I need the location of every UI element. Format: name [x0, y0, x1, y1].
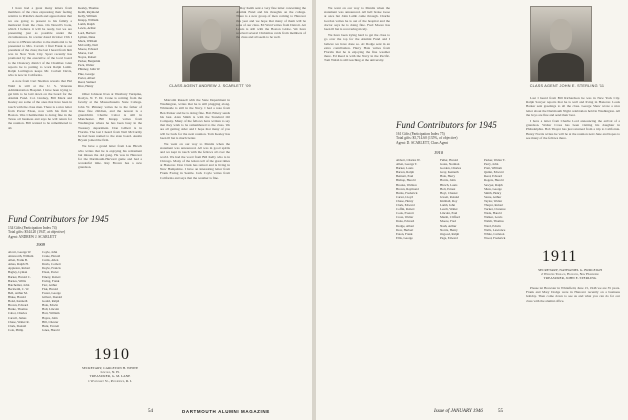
portrait-suit	[538, 53, 584, 81]
contributor-name: Chase, Henry	[396, 198, 414, 203]
contributor-name: Abbott, Charles W.	[396, 158, 421, 162]
contributor-name: Cook, Everett	[396, 211, 414, 216]
fund-heading: Fund Contributors for 1945	[8, 214, 109, 224]
contributor-name: Barnes, Willis	[8, 278, 27, 283]
class-agent-photo	[530, 6, 592, 82]
contributor-name: Ward, Edwin	[484, 223, 501, 228]
contributor-name: Blake, Harold	[8, 295, 26, 300]
contributor-list	[484, 158, 524, 240]
class-officers	[72, 366, 148, 383]
paragraph: I have had a great many letters from members of the class expressing their feeling relative to Prindle's death and appreciation that we are going to present to his family a memorial from the class. On Newell's book, which I believe it will be ready, but we are presenting just as possible under the circumstances. In a letter dated October 15th I wrote to O'Brien relative to the memorial to be presented to Mrs. Carroll. I find Frank is our president of the class; the last I heard from him was in New York City. Sport recently has promoted by the executive of the local board to the Chancery district of the Chamber. Glen reports he is putting to work Ralph Lumb. Ralph Lurlington keeps Mr. Corbett Davis, who is now in California.	[8, 6, 72, 78]
secretary-name: SECRETARY, NATHANIEL G. BURLEIGH	[538, 268, 602, 272]
contributor-name: Jones, Harold	[42, 327, 60, 332]
magazine-name: DARTMOUTH ALUMNI MAGAZINE	[182, 409, 270, 414]
contributor-name: Dow, Herbert	[396, 227, 414, 232]
contributor-name: Bishop, Harold	[396, 178, 416, 183]
fund-agent-line: Agent: D. SCARLETT, Class Agent	[396, 140, 449, 145]
contributor-name: Keeley, Thomas	[78, 6, 99, 10]
contributor-name: Porter, Albert	[78, 75, 96, 80]
contributor-name: Allen, George T.	[396, 162, 418, 167]
contributor-name: Pratt, William	[484, 166, 502, 171]
contributor-name: Lincoln, Paul	[440, 211, 458, 216]
paragraph: We went on our way to Manila when the statement was announced. All was in good spirits and we kept in touch with the fellows all over the world. We had the word from Bill Kelly who is in Chicago. Many of the letters tell of the great times at Hanover. Don Clark has retired and is living in New Hampshire. I have an interesting letter from Frank Ewing in Seattle. Jack Coyle writes from California and says that the weather is fine.	[160, 142, 230, 180]
fund-total-line: Total gifts: $5,714.60 (135%, of objective)	[396, 136, 458, 141]
contributor-name: Hunt, Everett	[42, 323, 60, 328]
contributor-name: Lord, Herbert	[78, 30, 96, 35]
treasurer-address: 1 Waybosset St., Providence, R. I.	[87, 378, 133, 383]
contributor-name: Carter, Lloyd	[396, 194, 414, 199]
paragraph: We went on our way to Manila when the statement was announced. All hell broke loose at once but John Lamb came through. Charlie Gordon writes he is out of the hospital and the doctor says he is doing fine. Fred Moore has been ill but is recovering nicely.	[324, 6, 390, 32]
contributor-name: Wood, Frederick	[484, 235, 506, 240]
contributor-name: Gates, Norman	[440, 162, 460, 167]
contributor-name: Reed, Edward	[484, 174, 503, 179]
contributor-name: Osgood, Ralph	[440, 231, 460, 236]
contributor-name: Hirsch, Louis	[440, 182, 458, 187]
page-number: 55	[498, 409, 503, 414]
contributor-name: Knapp, William	[78, 18, 99, 23]
fund-total-line: Total gifts: $544.20 (1947, at objective)	[8, 230, 66, 235]
contributor-name: Chase, Walter R.	[8, 319, 30, 324]
contributor-name: Brown, Raymond	[396, 186, 419, 191]
contributor-name: Davis, Corbett	[42, 262, 61, 267]
contributor-name: Hale, Harry	[440, 174, 456, 179]
contributor-name: Clark, Donald	[8, 323, 27, 328]
paragraph: I have a letter from Charlie Lord announcing the arrival of a grandson. Walter Cross has been visiting his daughter in Philadelphia. Bob Thayer has just returned from a trip to California. Henry Norris writes he will be at the reunion next June and hopes to see many of the fellows there.	[526, 119, 620, 140]
fund-details	[8, 226, 72, 239]
contributor-name: Barker, Harold C.	[8, 274, 31, 279]
class-year-heading: 1911	[542, 248, 578, 265]
right-page	[316, 0, 628, 420]
article-column	[324, 6, 390, 65]
paragraph: Please let Brewster in Whitefield, June 13, 1946 we are 35 years. Frank and Mary Dodge were in Hanover recently on a business holiday. Then come down to see us and what you can do for our class with the alumni office.	[526, 286, 620, 303]
photo-caption: CLASS AGENT JOHN E. STERLING '11	[529, 84, 605, 88]
paragraph: We have a grand letter from Lou Hirsch who writes that he is enjoying his retirement but misses the old gang. He was in Hanover for the Dartmouth-Harvard game and had a wonderful time. Ray Brown has a new grandson.	[78, 144, 142, 170]
treasurer-name: TREASURER, JOHN E. STERLING	[543, 276, 597, 281]
contributor-name: Clark, Edward	[396, 203, 415, 208]
contributor-name: Pike, George	[78, 71, 95, 76]
contributor-name: Quinn, Edward	[484, 170, 504, 175]
class-officers	[522, 268, 618, 281]
article-column	[236, 6, 306, 42]
contributor-name: Parker, Walter T.	[484, 158, 506, 162]
contributor-name: Fisk, Harold	[42, 286, 58, 291]
contributor-name: Ewing, Frank	[42, 278, 60, 283]
contributor-name: Ainsworth, William	[8, 254, 34, 259]
contributor-name: Cross, Walter	[396, 215, 414, 220]
issue-line: Issue of JANUARY 1946	[434, 409, 483, 414]
contributor-name: Perry, John	[484, 162, 499, 167]
contributor-name: Tucker, Clarence	[484, 207, 506, 212]
paragraph: Last I heard from Bill Richardson he was in New York City. Ralph Sawyer reports that he is well and living in Hanover. Louis Barker sent greetings to all the class. George Shaw wrote a nice letter about the Dartmouth Night celebration held in Washington. All the boys are fine and send their best.	[526, 96, 620, 117]
contributor-name: Burns, Frederick	[396, 190, 418, 195]
contributor-list	[440, 158, 480, 240]
contributor-name: Emery, Robert	[42, 274, 61, 279]
contributor-name: Hoyt, Chester	[440, 190, 458, 195]
contributor-name: Marsh, Clifford	[440, 215, 460, 220]
contributor-name: Bond, Kenneth	[8, 299, 28, 304]
fund-gifts-line: 134 Gifts (Participation Index 74)	[8, 226, 57, 230]
contributor-list	[78, 6, 114, 88]
contributor-name: Parker, Benjamin	[78, 59, 101, 64]
contributor-name: Peck, Walter	[78, 63, 95, 68]
contributor-name: Bell, Arthur M.	[8, 290, 28, 295]
contributor-name: Curtis, Allen	[42, 258, 59, 263]
contributor-name: Gilbert, Donald	[42, 295, 63, 300]
class-year-heading: 1910	[94, 346, 130, 363]
article-column	[78, 92, 142, 172]
photo-caption: CLASS AGENT ANDREW J. SCARLETT '09	[169, 84, 251, 88]
portrait-face	[550, 19, 572, 50]
article-column	[526, 96, 620, 142]
contributor-name: Doyle, Francis	[42, 266, 61, 271]
secretary-address: 2 Webster Terrace, Hanover, New Hampshire	[541, 272, 599, 277]
contributor-name: Crane, Harold	[42, 254, 61, 259]
contributor-name: Holt, Ernest	[440, 186, 456, 191]
contributor-name: Hill, Chester	[42, 319, 59, 324]
paragraph: A note from Curt Sheldon reveals that Hal Wahl is still at the U. S. Veterans Administration Hospital. I have been trying to get him to be laid down on the board for the Alumni Fund. Col. Lindsey, Bill Mack and Keeley are some of the ones that have been in touch with the class men. There is a nice letter from Porter Elson, now with his firm in Boston. Wes Chamberlain is doing fine in the Texas oil business and says he will return for the reunion. Bill wanted to be remembered to all.	[8, 79, 72, 130]
contributor-name: Allen, Frank B.	[8, 258, 28, 263]
contributor-name: Lewis, Arthur	[78, 26, 96, 31]
contributor-name: Lyman, Dana	[78, 34, 96, 39]
contributor-name: Eaton, Frank	[396, 231, 413, 236]
paragraph: Other Johnson lives at Westbury Turnpike, Roslyn, N. Y. Dr. Crane is retiring from the faculty at the Massachusetts State College. John W. Phinney writes he is the father of three fine children, and the newest is a grandchild. Charlie Cabot is still in Manchester. Bill Knapp writes from Washington where he has been busy in the Treasury department. Don Gilbert is in Florida. The last I heard from Neil McCarthy he had been named to the state board. Austin Bryant joined the firm.	[78, 92, 142, 143]
contributor-name: Lamb, Ralph	[78, 22, 95, 27]
contributor-list	[8, 250, 40, 332]
contributor-name: Sawyer, Ralph	[484, 182, 503, 187]
contributor-name: Kimball, Roy	[440, 198, 458, 203]
contributor-name: Hart, William	[42, 311, 60, 316]
contributor-name: Barker, Louis	[396, 166, 414, 171]
class-agent-photo	[182, 6, 240, 82]
contributor-name: Walker, Lewis	[484, 215, 503, 220]
contributor-name: Dana, Edward	[396, 219, 415, 224]
contributor-name: Alcott, George W.	[8, 250, 32, 254]
contributor-name: White, Carleton	[484, 231, 505, 236]
secretary-address: Lincoln, N. H.	[100, 370, 120, 375]
contributor-list	[396, 158, 436, 240]
contributor-name: Page, Edward	[440, 235, 458, 240]
contributor-list	[42, 250, 74, 332]
contributor-name: Dodge, Albert	[396, 223, 415, 228]
contributor-name: Hale, Edwin	[42, 303, 58, 308]
contributor-name: Appleton, Robert	[8, 266, 31, 271]
contributor-name: Keith, Raymond	[78, 10, 100, 15]
fund-heading: Fund Contributors for 1945	[396, 120, 497, 130]
contributor-name: Morse, Carl	[78, 51, 94, 56]
secretary-name: SECRETARY, CARLETON H. WHITE	[81, 366, 139, 370]
contributor-name: Noyes, Robert	[78, 55, 97, 60]
contributor-name: Taylor, Walter	[484, 198, 503, 203]
contributor-name: Bagley, Lyman	[8, 270, 28, 275]
contributor-name: Moore, Edward	[78, 46, 99, 51]
contributor-name: Fuller, Harold	[440, 158, 458, 162]
portrait-face	[201, 19, 221, 50]
contributor-name: Gould, Ralph	[42, 299, 60, 304]
treasurer-name: TREASURER, G. M. LANE	[89, 374, 131, 379]
contributor-name: Burke, Thomas	[8, 307, 28, 312]
fund-gifts-line: 161 Gifts (Participation Index 75)	[396, 132, 445, 136]
contributor-name: Kelly, William	[78, 14, 97, 19]
contributor-name: Walsh, Thomas	[484, 219, 504, 224]
contributor-name: Rogers, Harold	[484, 178, 504, 183]
contributor-name: Wade, Harold	[484, 211, 502, 216]
paragraph: Malcolm Russell with the State Department in Washington, writes that he is still plugging along. Whiteside is still in the Navy. I had a note from Ben Parker and he is doing fine. Bob Emery sends his best. Alan Smith is with the Standard Oil Company. Many of the fellows have written to say that they wish to be remembered to the class. We are all getting older and I hope that many of you will be back for the next reunion. Tom Keeley has been ill but is much better.	[160, 98, 230, 140]
fund-year: 1909	[36, 242, 45, 247]
contributor-name: Brooks, Wallace	[396, 182, 417, 187]
contributor-name: Cole, Philip	[8, 327, 24, 332]
article-column	[160, 98, 230, 182]
contributor-name: Hayes, John	[42, 315, 58, 320]
fund-year: 1910	[434, 150, 443, 155]
fund-details	[396, 132, 486, 145]
contributor-name: Rice, Henry	[78, 83, 94, 88]
contributor-name: Coyle, John	[42, 250, 58, 254]
paragraph: We have been trying hard to get the class to go over the top for the Alumni Fund and I believe we have done so. Al Dodge sent in an extra contribution. Harry Hale writes from Florida that he is enjoying the fine weather there. Ed Reed is with the Navy in the Pacific. Tom Walsh is still teaching at the university.	[324, 33, 390, 63]
left-page	[0, 0, 312, 420]
contributor-name: Reed, Samuel	[78, 79, 96, 84]
paragraph: Ray Keith sent a very fine letter concerning the Alumni Fund and his thoughts on the college. There is a new group of men coming to Hanover this year and we hope that many of them will be sons of our class. Ed Ward writes from Detroit. Art Lewis is still with the Boston Globe. We have received several Christmas cards from members of the class and all seem to be well.	[236, 6, 306, 40]
contributor-name: Wells, Lawrence	[484, 227, 506, 232]
article-column	[8, 6, 72, 132]
contributor-name: Smith, Henry	[484, 190, 502, 195]
contributor-name: Cabot, Charles	[8, 311, 27, 316]
contributor-name: Ellis, George	[396, 235, 413, 240]
contributor-name: Jewett, Roland	[440, 194, 459, 199]
portrait-suit	[190, 53, 233, 81]
contributor-name: Moore, Fred	[440, 219, 456, 224]
contributor-name: Gray, Kenneth	[440, 170, 459, 175]
contributor-name: Lamb, John	[440, 203, 456, 208]
contributor-name: Harris, John	[440, 178, 456, 183]
contributor-name: Brown, Edward	[8, 303, 29, 308]
contributor-name: Barton, Ralph	[396, 170, 414, 175]
contributor-name: Batchelder, John	[8, 282, 30, 287]
contributor-name: Nash, Arthur	[440, 223, 457, 228]
contributor-name: Leach, Walter	[440, 207, 458, 212]
contributor-name: Stone, Arthur	[484, 194, 502, 199]
contributor-name: Beckwith, C. W.	[8, 286, 29, 291]
contributor-name: Farr, Arthur	[42, 282, 58, 287]
contributor-name: Elson, Porter	[42, 270, 59, 275]
contributor-name: Gordon, Charles	[440, 166, 462, 171]
fund-agent-line: Agent: ANDREW J. SCARLETT	[8, 234, 57, 239]
contributor-name: Phinney, John W.	[78, 67, 101, 72]
contributor-name: Foster, George	[42, 290, 61, 295]
contributor-name: Coffin, Robert	[396, 207, 415, 212]
contributor-name: Carroll, James	[8, 315, 27, 320]
contributor-name: Thayer, Robert	[484, 203, 504, 208]
contributor-name: Mack, William	[78, 38, 98, 43]
page-number: 54	[148, 409, 153, 414]
article-column	[526, 286, 620, 305]
contributor-name: Norris, Henry	[440, 227, 458, 232]
contributor-name: Ames, Ralph H.	[8, 262, 29, 267]
contributor-name: McCarthy, Neil	[78, 42, 98, 47]
contributor-name: Bennett, Paul	[396, 174, 414, 179]
contributor-name: Hall, Lincoln	[42, 307, 59, 312]
contributor-name: Shaw, George	[484, 186, 502, 191]
